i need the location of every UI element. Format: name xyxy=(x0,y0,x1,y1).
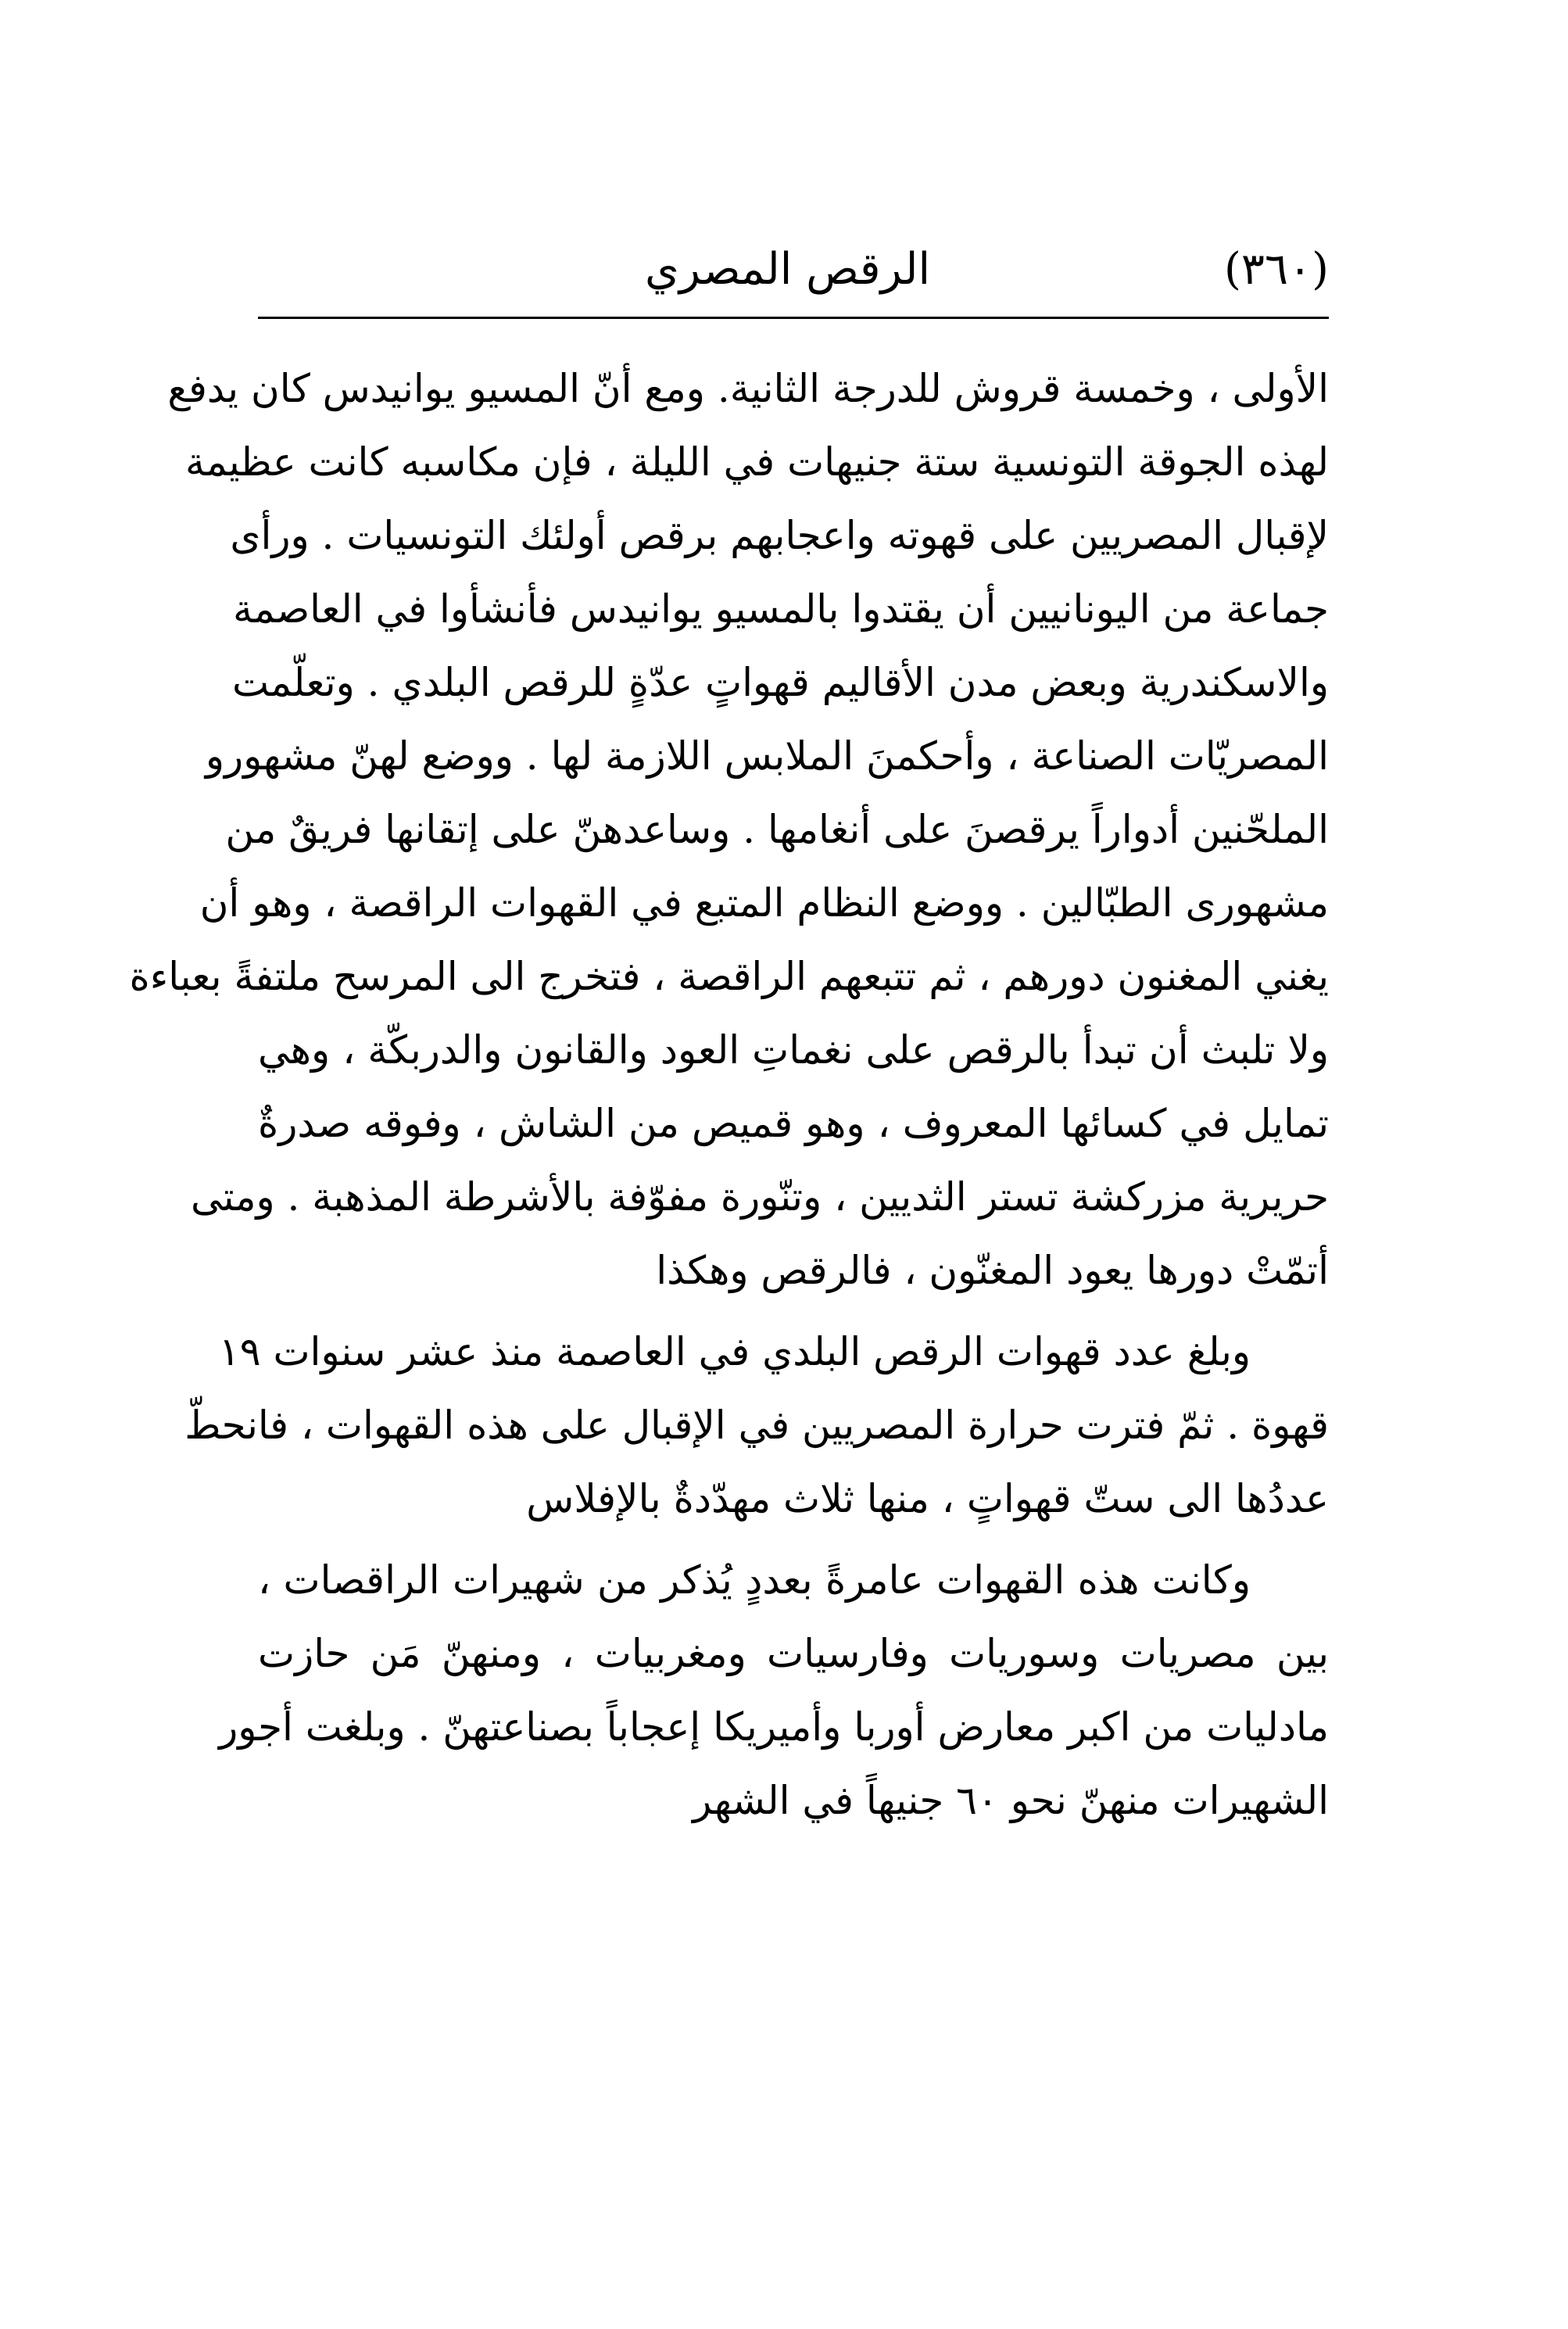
text-line: مادليات من اكبر معارض أوربا وأميريكا إعجاباً بصناعتهنّ . وبلغت أجور xyxy=(219,1704,1329,1750)
text-line: حريرية مزركشة تستر الثديين ، وتنّورة مفوّفة بالأشرطة المذهبة . ومتى xyxy=(190,1174,1329,1220)
text-line: قهوة . ثمّ فترت حرارة المصريين في الإقبال على هذه القهوات ، فانحطّ xyxy=(184,1403,1329,1448)
text-line: يغني المغنون دورهم ، ثم تتبعهم الراقصة ، فتخرج الى المرسح ملتفةً بعباءة xyxy=(129,954,1329,999)
text-line: تمايل في كسائها المعروف ، وهو قميص من الشاش ، وفوقه صدرةٌ xyxy=(258,1101,1329,1146)
running-head xyxy=(258,235,1329,305)
text-line: بين مصريات وسوريات وفارسيات ومغربيات ، ومنهنّ مَن حازت xyxy=(258,1631,1329,1676)
paragraph xyxy=(184,1315,1329,1535)
text-line: مشهورى الطبّالين . ووضع النظام المتبع في القهوات الراقصة ، وهو أن xyxy=(199,880,1329,926)
text-line: وبلغ عدد قهوات الرقص البلدي في العاصمة منذ عشر سنوات ١٩ xyxy=(218,1329,1251,1374)
text-line: وكانت هذه القهوات عامرةً بعددٍ يُذكر من شهيرات الراقصات ، xyxy=(258,1557,1251,1603)
text-line: الشهيرات منهنّ نحو ٦٠ جنيهاً في الشهر xyxy=(693,1778,1329,1823)
paragraph-gap xyxy=(258,1307,1329,1315)
page-number: (٣٦٠) xyxy=(1224,244,1329,295)
text-line: لإقبال المصريين على قهوته واعجابهم برقص أولئك التونسيات . ورأى xyxy=(230,513,1329,558)
paragraph xyxy=(219,1543,1329,1837)
body-text xyxy=(129,352,1329,1837)
text-line: الملحّنين أدواراً يرقصنَ على أنغامها . وساعدهنّ على إتقانها فريقٌ من xyxy=(225,807,1329,852)
paragraph-gap xyxy=(258,1535,1329,1543)
header-rule xyxy=(258,317,1329,319)
text-line: الأولى ، وخمسة قروش للدرجة الثانية. ومع أنّ المسيو يوانيدس كان يدفع xyxy=(167,366,1329,411)
text-line: جماعة من اليونانيين أن يقتدوا بالمسيو يوانيدس فأنشأوا في العاصمة xyxy=(232,586,1329,632)
text-line: عددُها الى ستّ قهواتٍ ، منها ثلاث مهدّدةٌ بالإفلاس xyxy=(526,1476,1329,1521)
text-line: لهذه الجوقة التونسية ستة جنيهات في الليلة ، فإن مكاسبه كانت عظيمة xyxy=(185,439,1329,485)
section-title: الرقص المصري xyxy=(645,244,930,295)
text-line: والاسكندرية وبعض مدن الأقاليم قهواتٍ عدّةٍ للرقص البلدي . وتعلّمت xyxy=(232,660,1329,705)
text-line: المصريّات الصناعة ، وأحكمنَ الملابس اللازمة لها . ووضع لهنّ مشهورو xyxy=(205,733,1329,779)
paragraph xyxy=(129,352,1329,1307)
text-line: أتمّتْ دورها يعود المغنّون ، فالرقص وهكذا xyxy=(656,1248,1329,1293)
book-page xyxy=(129,235,1329,2111)
text-line: ولا تلبث أن تبدأ بالرقص على نغماتِ العود والقانون والدربكّة ، وهي xyxy=(258,1027,1329,1073)
